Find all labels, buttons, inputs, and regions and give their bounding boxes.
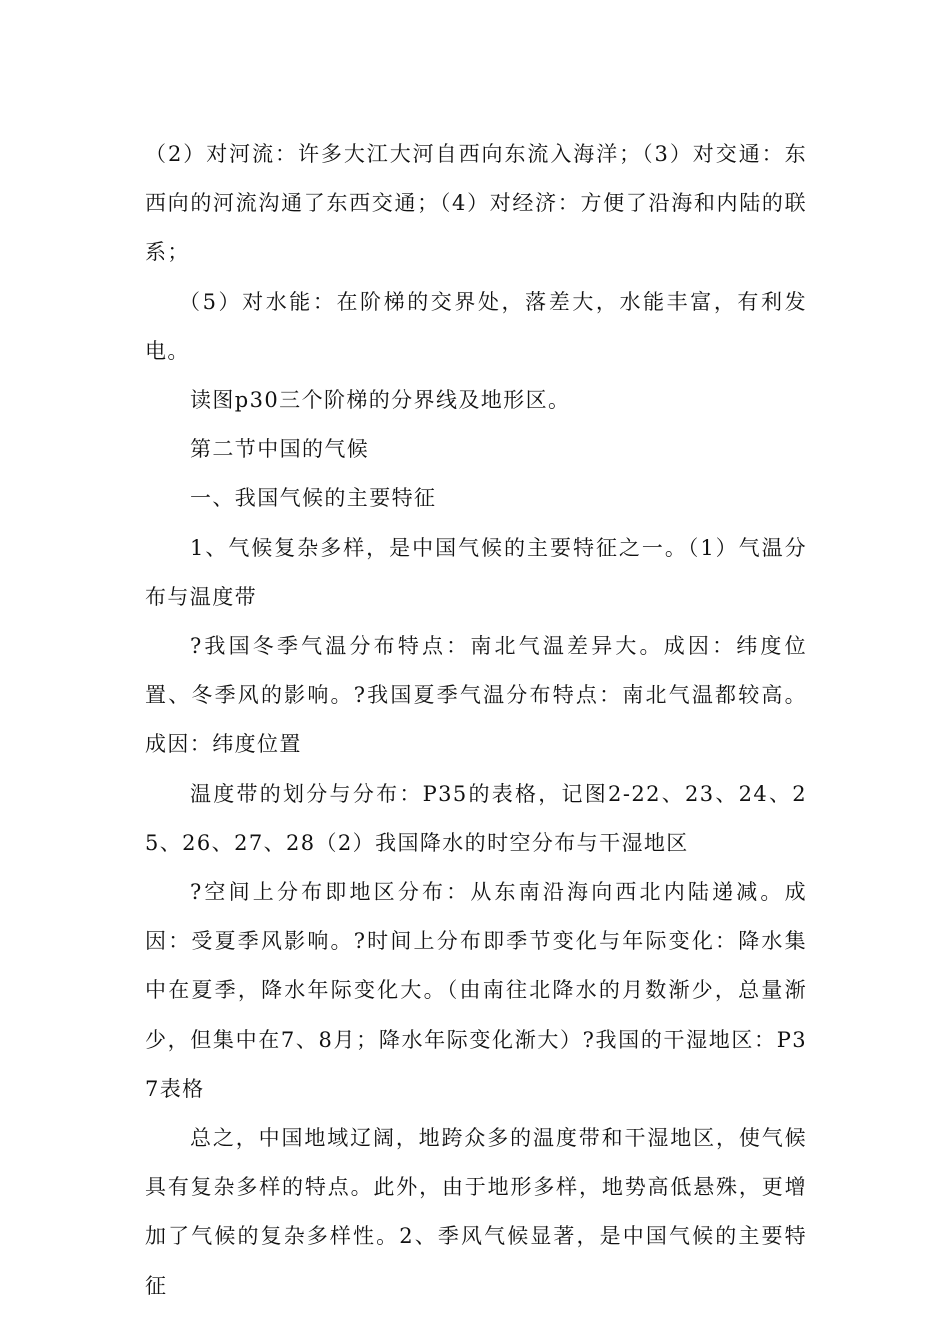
paragraph-temperature-distribution: ?我国冬季气温分布特点：南北气温差异大。成因：纬度位置、冬季风的影响。?我国夏季气温分布特点：南北气温都较高。成因：纬度位置 [145,634,807,757]
paragraph-climate-diversity: 1、气候复杂多样，是中国气候的主要特征之一。（1）气温分布与温度带 [145,535,807,609]
paragraph-read-map: 读图p30三个阶梯的分界线及地形区。 [190,388,571,413]
document-body [145,130,807,1311]
paragraph-temperature-zones: 温度带的划分与分布：P35的表格，记图2-22、23、24、25、26、27、28（2）我国降水的时空分布与干湿地区 [145,781,807,855]
subsection-heading: 一、我国气候的主要特征 [190,486,437,511]
paragraph-summary: 总之，中国地域辽阔，地跨众多的温度带和干湿地区，使气候具有复杂多样的特点。此外，由于地形多样，地势高低悬殊，更增加了气候的复杂多样性。2、季风气候显著，是中国气候的主要特征 [145,1126,807,1298]
paragraph-rivers-transport-economy: （2）对河流：许多大江大河自西向东流入海洋；（3）对交通：东西向的河流沟通了东西交通；（4）对经济：方便了沿海和内陆的联系； [145,142,807,265]
paragraph-hydropower: （5）对水能：在阶梯的交界处，落差大，水能丰富，有利发电。 [145,289,807,363]
paragraph-precipitation: ?空间上分布即地区分布：从东南沿海向西北内陆递减。成因：受夏季风影响。?时间上分布即季节变化与年际变化：降水集中在夏季，降水年际变化大。（由南往北降水的月数渐少，总量渐少，但集中在7、8月；降水年际变化渐大）?我国的干湿地区：P37表格 [145,880,807,1101]
section-heading: 第二节中国的气候 [190,437,370,462]
